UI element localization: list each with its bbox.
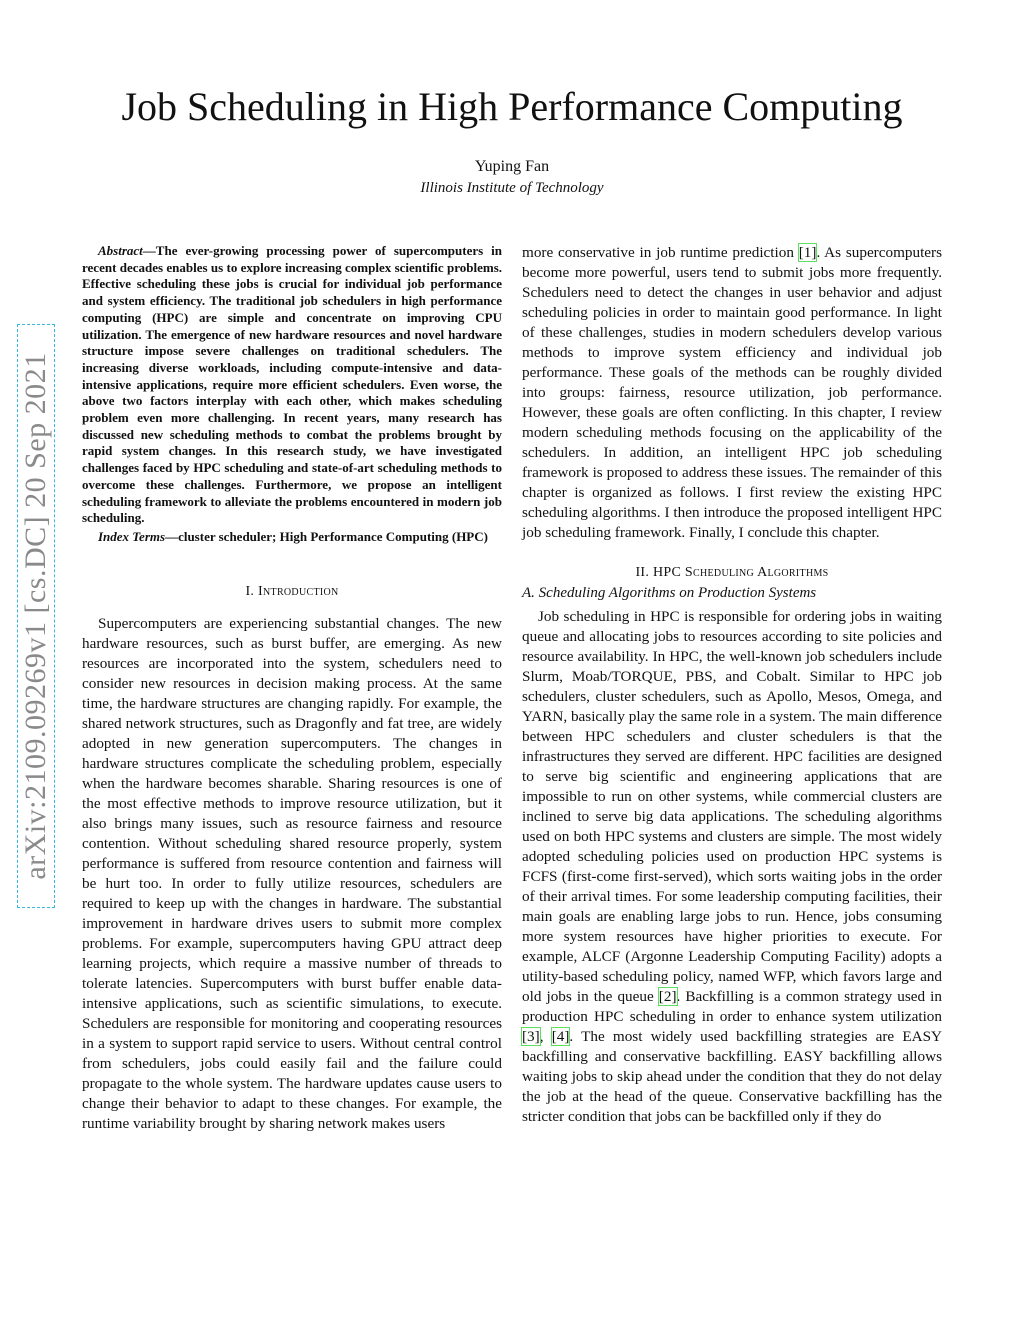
subsection-heading: A. Scheduling Algorithms on Production Systems: [522, 585, 817, 601]
abstract-label: Abstract: [98, 243, 143, 258]
right-column: [522, 243, 942, 1127]
scheduling-paragraph: [522, 607, 942, 1127]
paper-title: Job Scheduling in High Performance Computing: [121, 84, 903, 129]
arxiv-identifier: arXiv:2109.09269v1 [cs.DC] 20 Sep 2021: [19, 352, 52, 880]
section-title: Introduction: [258, 583, 339, 599]
author-name: Yuping Fan: [474, 158, 550, 175]
citation-separator: ,: [539, 1028, 552, 1045]
abstract-text: —The ever-growing processing power of supercomputers in recent decades enables us to explore increasing complex scientific problems. Effective scheduling these jobs is crucial for individual job performance and system efficiency. The traditional job schedulers in high performance computing (HPC) are simple and concentrate on improving CPU utilization. The emergence of new hardware resources and novel hardware structure impose severe challenges on traditional schedulers. The increasing diverse workloads, including compute-intensive and data- intensive applications, require more efficient schedulers. Even worse, the above two factors interplay with each other, which makes scheduling problem even more challenging. In recent years, many research has discussed new scheduling methods to combat the problems brought by rapid system changes. In this research study, we have investigated challenges faced by HPC scheduling and state-of-art scheduling methods to overcome these challenges. Furthermore, we propose an intelligent scheduling framework to alleviate the problems encountered in modern job scheduling.: [82, 243, 502, 526]
introduction-continuation: [522, 243, 942, 543]
abstract: [82, 243, 502, 527]
introduction-paragraph: Supercomputers are experiencing substantial changes. The new hardware resources, such as burst buffer, are emerging. As new resources are incorporated into the system, schedulers need to consider new resources in decision making process. At the same time, the hardware structures are changing rapidly. For example, the shared network structures, such as Dragonfly and fat tree, are widely adopted in new generation supercomputers. The changes in hardware structures complicate the scheduling problem, especially when the hardware becomes sharable. Sharing resources is one of the most effective methods to improve resource utilization, but it also brings many issues, such as resource fairness and resource contention. Without scheduling shared resource properly, system performance is suffered from resource contention and fairness will be hurt too. In order to fully utilize resources, schedulers are required to keep up with the changes in hardware. The substantial improvement in hardware drives users to submit more complex problems. For example, supercomputers having GPU attract deep learning projects, which require a massive number of threads to tolerate latencies. Supercomputers with burst buffer enable data-intensive applications, such as scientific simulations, to execute. Schedulers are responsible for monitoring and cooperating resources in a system to support rapid service to users. Without central control from schedulers, jobs could easily fail and the failure could propagate to the whole system. The hardware updates cause users to change their behavior to adapt to these changes. For example, the runtime variability brought by sharing network makes users: [82, 614, 502, 1132]
section-heading-introduction: [82, 582, 502, 602]
index-terms-label: Index Terms: [98, 528, 166, 544]
index-terms-text: —cluster scheduler; High Performance Computing (HPC): [165, 528, 488, 544]
left-column: [82, 243, 502, 1134]
section-number: I.: [245, 583, 255, 599]
continuation-text-start: more conservative in job runtime prediction: [522, 244, 799, 261]
section-title: HPC Scheduling Algorithms: [653, 565, 829, 580]
citation-link[interactable]: [1]: [798, 244, 817, 261]
paragraph-text: . Backfilling is a common strategy used in production HPC scheduling in order to enhance system utilization: [522, 988, 943, 1025]
section-number: II.: [635, 565, 650, 580]
citation-link[interactable]: [2]: [658, 988, 677, 1005]
continuation-text-end: . As supercomputers become more powerful, users tend to submit jobs more frequently. Schedulers need to detect the changes in user behavior and adjust scheduling policies in order to maintain good performance. In light of these challenges, studies in modern schedulers develop various methods to improve system efficiency and individual job performance. These goals of the methods can be roughly divided into groups: fairness, resource utilization, job performance. However, these goals are often conflicting. In this chapter, I review modern scheduling methods focusing on the applicability of the schedulers. In addition, an intelligent HPC job scheduling framework is proposed to address these issues. The remainder of this chapter is organized as follows. I first review the existing HPC scheduling algorithms. I then introduce the proposed intelligent HPC job scheduling framework. Finally, I conclude this chapter.: [522, 244, 943, 541]
index-terms: [82, 529, 502, 546]
paragraph-text: . The most widely used backfilling strategies are EASY backfilling and conservative backfilling. EASY backfilling allows waiting jobs to skip ahead under the condition that they do not delay the job at the head of the queue. Conservative backfilling has the stricter condition that jobs can be backfilled only if they do: [522, 1028, 943, 1125]
arxiv-side-stamp[interactable]: [17, 324, 55, 908]
paragraph-text: Job scheduling in HPC is responsible for ordering jobs in waiting queue and allocating jobs to resources according to site policies and resource availability. In HPC, the well-known job schedulers include Slurm, Moab/TORQUE, PBS, and Cobalt. Similar to HPC job schedulers, cluster schedulers, such as Apollo, Mesos, Omega, and YARN, basically play the same role in a system. The main difference between HPC schedulers and cluster schedulers is that the infrastructures they served are different. HPC facilities are designed to serve big scientific and engineering applications that are impossible to run on other systems, while commercial clusters are inclined to serve big data applications. The scheduling algorithms used on both HPC systems and clusters are simple. The most widely adopted scheduling policies used on production HPC systems is FCFS (first-come first-served), which sorts waiting jobs in the order of their arrival times. For some leadership computing facilities, their main goals are enabling large jobs to run. Hence, jobs consuming more system resources have higher priorities to execute. For example, ALCF (Argonne Leadership Computing Facility) adopts a utility-based scheduling policy, named WFP, which favors large and old jobs in the queue: [522, 608, 942, 1005]
citation-link[interactable]: [4]: [551, 1028, 570, 1045]
section-heading-hpc-scheduling: [522, 563, 942, 583]
author-affiliation: Illinois Institute of Technology: [420, 180, 604, 196]
citation-link[interactable]: [3]: [522, 1028, 540, 1045]
